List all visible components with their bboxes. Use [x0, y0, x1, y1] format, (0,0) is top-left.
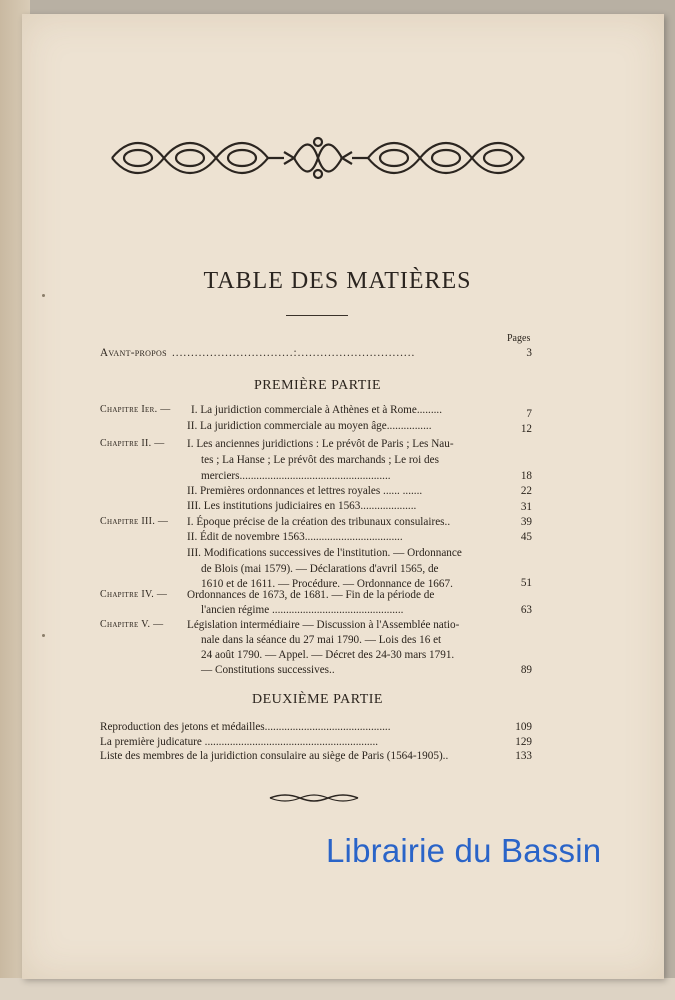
chapter-2-page-2: 22	[520, 485, 532, 497]
part2-line-3: Liste des membres de la juridiction consulaire au siège de Paris (1564-1905)..	[100, 750, 449, 762]
avant-propos-dots: ................................:...............................	[172, 347, 416, 359]
chapter-3-line-1: I. Époque précise de la création des tribunaux consulaires..	[187, 516, 451, 528]
pages-header: Pages	[507, 333, 531, 344]
chapter-5-line-4: — Constitutions successives..	[201, 664, 335, 676]
chapter-4-line-2: l'ancien régime ...............................................	[201, 604, 404, 616]
chapter-2-line-1: I. Les anciennes juridictions : Le prévôt de Paris ; Les Nau-	[187, 438, 454, 450]
chapter-1-line-1: I. La juridiction commerciale à Athènes et à Rome.........	[191, 404, 443, 416]
chapter-2-line-4: II. Premières ordonnances et lettres royales ...... .......	[187, 485, 423, 497]
chapter-2-label: Chapitre II. —	[100, 438, 165, 449]
chapter-5-line-3: 24 août 1790. — Appel. — Décret des 24-30 mars 1791.	[201, 649, 455, 661]
chapter-3-label: Chapitre III. —	[100, 516, 169, 527]
chapter-5-label: Chapitre V. —	[100, 619, 164, 630]
chapter-4-line-1: Ordonnances de 1673, de 1681. — Fin de la période de	[187, 589, 435, 601]
chapter-1-page-2: 12	[520, 423, 532, 435]
premiere-partie-heading: PREMIÈRE PARTIE	[253, 378, 382, 393]
chapter-1-label: Chapitre Ier. —	[100, 404, 171, 415]
end-ornament	[268, 793, 360, 803]
chapter-5-page-1: 89	[520, 664, 532, 676]
chapter-3-page-1: 39	[520, 516, 532, 528]
title-rule	[286, 315, 348, 316]
chapter-3-page-2: 45	[520, 531, 532, 543]
chapter-2-line-5: III. Les institutions judiciaires en 1563....................	[187, 500, 417, 512]
chapter-5-line-1: Législation intermédiaire — Discussion à l'Assemblée natio-	[187, 619, 460, 631]
chapter-2-page-1: 18	[520, 470, 532, 482]
part2-page-1: 109	[515, 721, 532, 733]
chapter-2-page-3: 31	[520, 501, 532, 513]
chapter-4-page-1: 63	[520, 604, 532, 616]
avant-propos-page: 3	[526, 347, 532, 359]
chapter-3-page-3: 51	[520, 577, 532, 589]
chapter-5-line-2: nale dans la séance du 27 mai 1790. — Lois des 16 et	[201, 634, 442, 646]
chapter-2-line-3: merciers......................................................	[201, 470, 391, 482]
part2-line-1: Reproduction des jetons et médailles.............................................	[100, 721, 391, 733]
binding-hole	[42, 634, 45, 637]
chapter-3-line-4: de Blois (mai 1579). — Déclarations d'avril 1565, de	[201, 563, 439, 575]
header-ornament	[108, 130, 528, 186]
page-title: TABLE DES MATIÈRES	[203, 268, 472, 294]
deuxieme-partie-heading: DEUXIÈME PARTIE	[252, 692, 383, 707]
watermark-text: Librairie du Bassin	[326, 832, 602, 869]
part2-page-3: 133	[515, 750, 532, 762]
chapter-3-line-2: II. Édit de novembre 1563...................................	[187, 531, 403, 543]
chapter-1-line-2: II. La juridiction commerciale au moyen âge................	[187, 420, 432, 432]
part2-page-2: 129	[515, 736, 532, 748]
chapter-4-label: Chapitre IV. —	[100, 589, 168, 600]
chapter-2-line-2: tes ; La Hanse ; Le prévôt des marchands ; Le roi des	[201, 454, 439, 466]
background-bottom	[0, 978, 675, 1000]
chapter-3-line-5: 1610 et de 1611. — Procédure. — Ordonnance de 1667.	[201, 578, 453, 590]
chapter-3-line-3: III. Modifications successives de l'institution. — Ordonnance	[187, 547, 462, 559]
chapter-1-page-1: 7	[526, 408, 532, 420]
part2-line-2: La première judicature ..............................................................	[100, 736, 379, 748]
avant-propos-label: Avant-propos	[100, 347, 167, 359]
